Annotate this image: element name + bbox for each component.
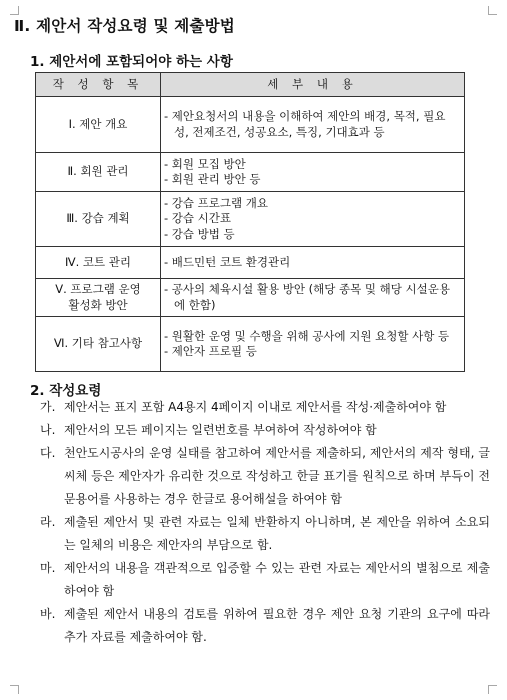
page-corner-mark — [10, 685, 19, 694]
item-marker: 다. — [40, 446, 56, 460]
row-category-cell — [36, 153, 161, 192]
item-marker: 나. — [40, 423, 56, 437]
table-row — [36, 192, 465, 247]
page-corner-mark — [488, 685, 497, 694]
row-detail-cell — [161, 192, 465, 247]
detail-line: - 회원 모집 방안 — [164, 156, 246, 171]
detail-line: - 원활한 운영 및 수행을 위해 공사에 지원 요청할 사항 등 — [164, 328, 450, 343]
list-item — [40, 419, 490, 442]
row-category: Ⅵ. 기타 참고사항 — [53, 336, 143, 351]
section-1-heading: 1. 제안서에 포함되어야 하는 사항 — [30, 54, 233, 70]
table-row — [36, 153, 465, 192]
row-detail-cell — [161, 317, 465, 372]
item-marker: 가. — [40, 400, 56, 414]
row-category-cell — [36, 247, 161, 279]
table-row — [36, 317, 465, 372]
table-row — [36, 97, 465, 153]
row-detail-cell — [161, 153, 465, 192]
item-text: 제안서는 표지 포함 A4용지 4페이지 이내로 제안서를 작성·제출하여야 함 — [64, 400, 447, 414]
row-detail-cell — [161, 279, 465, 317]
row-category-cell — [36, 279, 161, 317]
row-category-cell — [36, 317, 161, 372]
detail-line: - 강습 시간표 — [164, 211, 232, 226]
row-category: Ⅲ. 강습 계획 — [66, 211, 130, 226]
document-title: Ⅱ. 제안서 작성요령 및 제출방법 — [14, 17, 235, 35]
page-corner-mark — [488, 6, 497, 15]
row-category-cell — [36, 192, 161, 247]
row-category-cell — [36, 97, 161, 153]
item-marker: 라. — [40, 515, 56, 529]
item-text: 제출된 제안서 및 관련 자료는 일체 반환하지 아니하며, 본 제안을 위하여 소요되는 일체의 비용은 제안자의 부담으로 함. — [64, 515, 490, 552]
table-row — [36, 279, 465, 317]
detail-line: - 제안요청서의 내용을 이해하여 제안의 배경, 목적, 필요성, 전제조건, 성공요소, 특징, 기대효과 등 — [164, 109, 446, 139]
list-item — [40, 396, 490, 419]
item-text: 제안서의 내용을 객관적으로 입증할 수 있는 관련 자료는 제안서의 별첨으로 제출하여야 함 — [64, 561, 490, 598]
column-header-item: 작 성 항 목 — [36, 73, 161, 97]
item-text: 천안도시공사의 운영 실태를 참고하여 제안서를 제출하되, 제안서의 제작 형태, 글씨체 등은 제안자가 유리한 것으로 작성하고 한글 표기를 원칙으로 하며 부득이 전문용어를 사용하는 경우 한글로 용어해설을 하여야 함 — [64, 446, 490, 506]
detail-line: - 공사의 체육시설 활용 방안 (해당 종목 및 해당 시설운용에 한함) — [164, 282, 450, 312]
item-marker: 마. — [40, 561, 56, 575]
list-item — [40, 603, 490, 649]
detail-line: - 강습 방법 등 — [164, 226, 235, 241]
item-text: 제안서의 모든 페이지는 일련번호를 부여하여 작성하여야 함 — [64, 423, 377, 437]
row-detail-cell — [161, 247, 465, 279]
table-row — [36, 247, 465, 279]
column-header-detail: 세 부 내 용 — [161, 73, 465, 97]
detail-line: - 회원 관리 방안 등 — [164, 172, 261, 186]
row-category: Ⅱ. 회원 관리 — [67, 164, 129, 179]
detail-line: - 제안자 프로필 등 — [164, 344, 257, 358]
row-category: Ⅳ. 코트 관리 — [64, 254, 131, 269]
detail-line: - 강습 프로그램 개요 — [164, 195, 268, 210]
row-category: Ⅰ. 제안 개요 — [68, 116, 128, 131]
item-text: 제출된 제안서 내용의 검토를 위하여 필요한 경우 제안 요청 기관의 요구에 따라 추가 자료를 제출하여야 함. — [64, 607, 490, 644]
writing-guidelines-list — [40, 396, 490, 649]
section-2-heading: 2. 작성요령 — [30, 383, 102, 399]
item-marker: 바. — [40, 607, 56, 621]
list-item — [40, 511, 490, 557]
list-item — [40, 557, 490, 603]
table-header-row — [36, 73, 465, 97]
row-category: Ⅴ. 프로그램 운영 활성화 방안 — [55, 282, 141, 312]
requirements-table — [35, 72, 465, 372]
list-item — [40, 442, 490, 511]
detail-line: - 배드민턴 코트 환경관리 — [164, 254, 291, 269]
row-detail-cell — [161, 97, 465, 153]
